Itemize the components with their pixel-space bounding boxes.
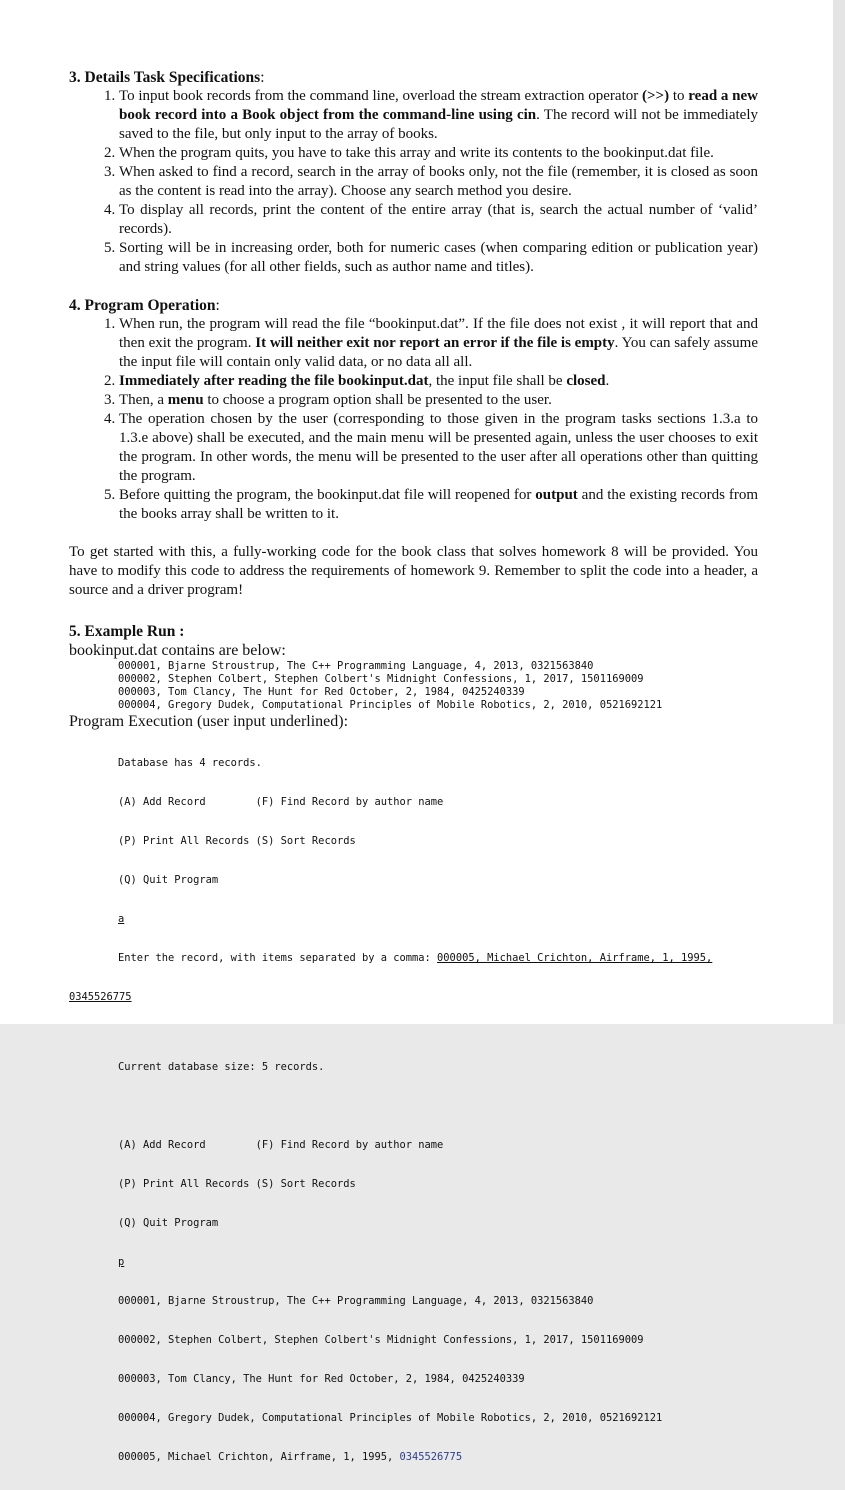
list-item: 3. When asked to find a record, search in the array of books only, not the file (remember, it is closed as soon as the content is read into the array). Choose any search method you desire.: [119, 163, 758, 201]
list-item: 1. To input book records from the command line, overload the stream extraction operator (>>) to read a new book record into a Book object from the command-line using cin. The record will not be immediately saved to the file, but only input to the array of books.: [119, 87, 758, 144]
code-line: 000004, Gregory Dudek, Computational Principles of Mobile Robotics, 2, 2010, 0521692121: [118, 699, 663, 711]
code-line: 000002, Stephen Colbert, Stephen Colbert's Midnight Confessions, 1, 2017, 1501169009: [118, 1334, 644, 1346]
list-item: 3. Then, a menu to choose a program option shall be presented to the user.: [119, 391, 758, 410]
program-output: [69, 731, 758, 991]
user-input: p: [118, 1256, 125, 1268]
section-4-list: [69, 315, 758, 524]
user-input: a: [118, 913, 125, 925]
scrollbar[interactable]: [833, 0, 845, 1024]
code-line: Database has 4 records.: [118, 757, 262, 769]
list-item: 2. When the program quits, you have to take this array and write its contents to the bookinput.dat file.: [119, 144, 758, 163]
user-input: 000005, Michael Crichton, Airframe, 1, 1995,: [437, 952, 713, 964]
code-line: 000001, Bjarne Stroustrup, The C++ Programming Language, 4, 2013, 0321563840: [118, 1295, 594, 1307]
list-item: 5. Before quitting the program, the bookinput.dat file will reopened for output and the existing records from the books array shall be written to it.: [119, 486, 758, 524]
code-line: 000002, Stephen Colbert, Stephen Colbert's Midnight Confessions, 1, 2017, 1501169009: [118, 673, 644, 685]
menu-line: (A) Add Record (F) Find Record by author name: [118, 1139, 444, 1151]
file-contents: [69, 660, 758, 712]
list-item: 5. Sorting will be in increasing order, both for numeric cases (when comparing edition or publication year) and string values (for all other fields, such as author name and titles).: [119, 239, 758, 277]
code-line: 000004, Gregory Dudek, Computational Principles of Mobile Robotics, 2, 2010, 0521692121: [118, 1412, 663, 1424]
code-line: Enter the record, with items separated by a comma: 000005, Michael Crichton, Airframe, 1, 1995,: [118, 952, 713, 964]
program-output-wrap: [69, 991, 758, 1004]
code-line: 000003, Tom Clancy, The Hunt for Red October, 2, 1984, 0425240339: [118, 1373, 525, 1385]
menu-line: (P) Print All Records (S) Sort Records: [118, 1178, 356, 1190]
user-input: 0345526775: [69, 991, 132, 1003]
exec-intro: Program Execution (user input underlined):: [69, 713, 349, 730]
section-5-heading: 5. Example Run :: [69, 623, 185, 640]
menu-line: (Q) Quit Program: [118, 1217, 219, 1229]
document-content: [69, 68, 758, 1490]
list-item: 4. To display all records, print the content of the entire array (that is, search the actual number of ‘valid’ records).: [119, 201, 758, 239]
code-line: 000001, Bjarne Stroustrup, The C++ Programming Language, 4, 2013, 0321563840: [118, 660, 594, 672]
section-4-heading: 4. Program Operation:: [69, 297, 220, 314]
code-line: 000003, Tom Clancy, The Hunt for Red October, 2, 1984, 0425240339: [118, 686, 525, 698]
file-intro: bookinput.dat contains are below:: [69, 642, 286, 659]
list-item: 2. Immediately after reading the file bookinput.dat, the input file shall be closed.: [119, 372, 758, 391]
list-item: 4. The operation chosen by the user (corresponding to those given in the program tasks sections 1.3.a to 1.3.e above) shall be executed, and the main menu will be presented again, unless the user chooses to exit the program. In other words, the menu will be presented to the user after all operations other than quitting the program.: [119, 410, 758, 486]
menu-line: (P) Print All Records (S) Sort Records: [118, 835, 356, 847]
intro-paragraph: To get started with this, a fully-working code for the book class that solves homework 8 will be provided. You have to modify this code to address the requirements of homework 9. Remember to split the code into a header, a source and a driver program!: [69, 544, 758, 598]
menu-line: (A) Add Record (F) Find Record by author name: [118, 796, 444, 808]
section-3-list: [69, 87, 758, 277]
list-item: 1. When run, the program will read the file “bookinput.dat”. If the file does not exist , it will report that and then exit the program. It will neither exit nor report an error if the file is empty. You can safely assume the input file will contain only valid data, or no data all all.: [119, 315, 758, 372]
program-output-2: [69, 1004, 758, 1490]
code-line: Current database size: 5 records.: [118, 1061, 325, 1073]
menu-line: (Q) Quit Program: [118, 874, 219, 886]
section-3-heading: 3. Details Task Specifications:: [69, 69, 265, 86]
code-line: 000005, Michael Crichton, Airframe, 1, 1995, 0345526775: [118, 1451, 463, 1463]
